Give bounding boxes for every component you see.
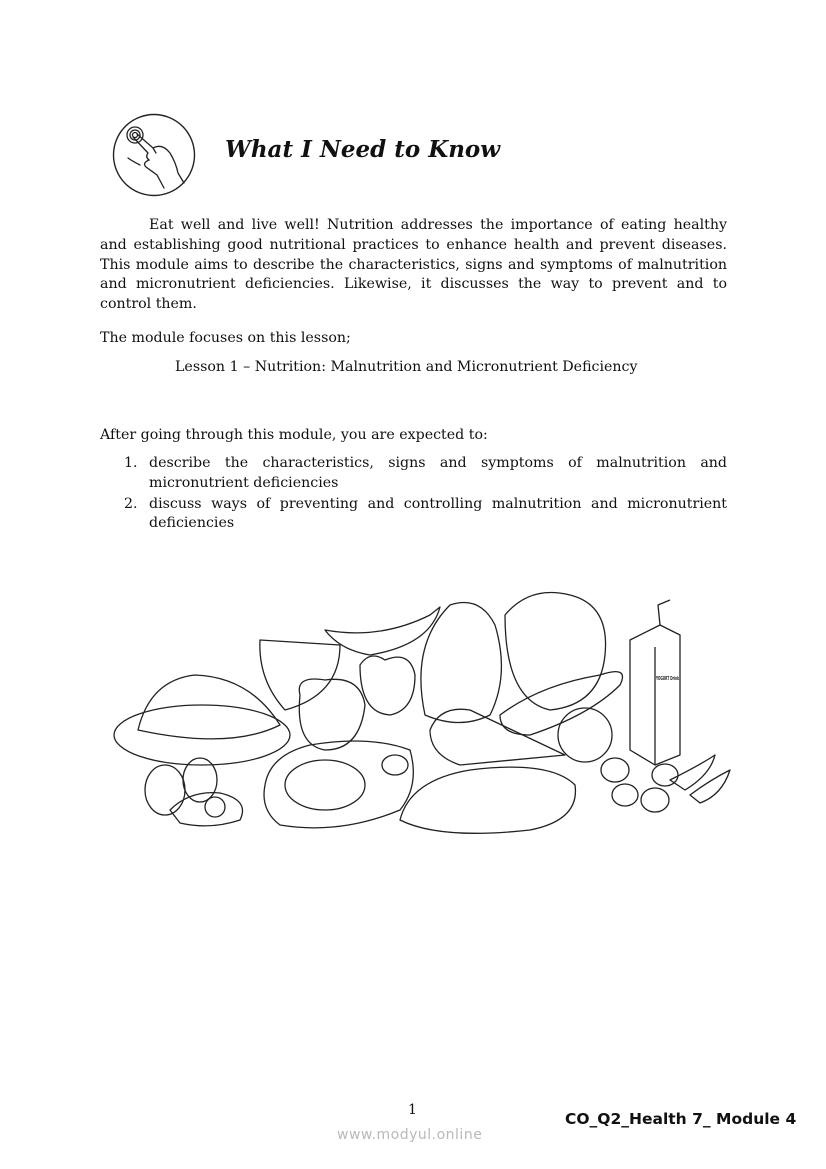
banana-icon [325,607,440,655]
squash-icon [505,593,606,711]
objectives-intro: After going through this module, you are expected to: [100,427,488,443]
page-number: 1 [408,1102,417,1118]
eggplant-icon [500,672,623,735]
meat-icon [264,741,413,828]
objective-number: 2. [124,495,138,512]
touch-hand-icon [112,113,196,197]
module-code: CO_Q2_Health 7_ Module 4 [565,1110,797,1128]
objective-item [100,495,727,535]
focus-text: The module focuses on this lesson; [100,330,351,346]
drink-label: YOGURT Drink [655,676,680,682]
objectives-list [100,454,727,534]
rice-plate-icon [114,675,290,765]
yogurt-drink-icon [630,600,680,765]
section-title: What I Need to Know [225,136,501,163]
watermark: www.modyul.online [337,1127,483,1143]
objective-number: 1. [124,455,138,471]
bread-icon [400,767,575,833]
food-illustration [110,585,735,875]
intro-paragraph: Eat well and live well! Nutrition addresses the importance of eating healthy and establishing good nutritional practices to enhance health and prevent diseases. This module aims to describe the characteristics, signs and symptoms of malnutrition and micronutrient deficiencies. Likewise, it discusses the way to prevent and to control them. [100,217,727,313]
carrot-icon [430,709,565,765]
objective-item [100,454,727,494]
apple-icon [299,656,415,750]
lesson-title: Lesson 1 – Nutrition: Malnutrition and Micronutrient Deficiency [175,359,638,375]
eggs-icon [145,758,243,826]
shellfish-icon [601,755,730,812]
objective-text: describe the characteristics, signs and symptoms of malnutrition and micronutrient deficiencies [149,455,727,491]
objective-text: discuss ways of preventing and controlling malnutrition and micronutrient deficiencies [149,495,727,532]
lettuce-icon [421,603,502,723]
tomato-icon [558,708,612,762]
header-icon [112,113,196,197]
